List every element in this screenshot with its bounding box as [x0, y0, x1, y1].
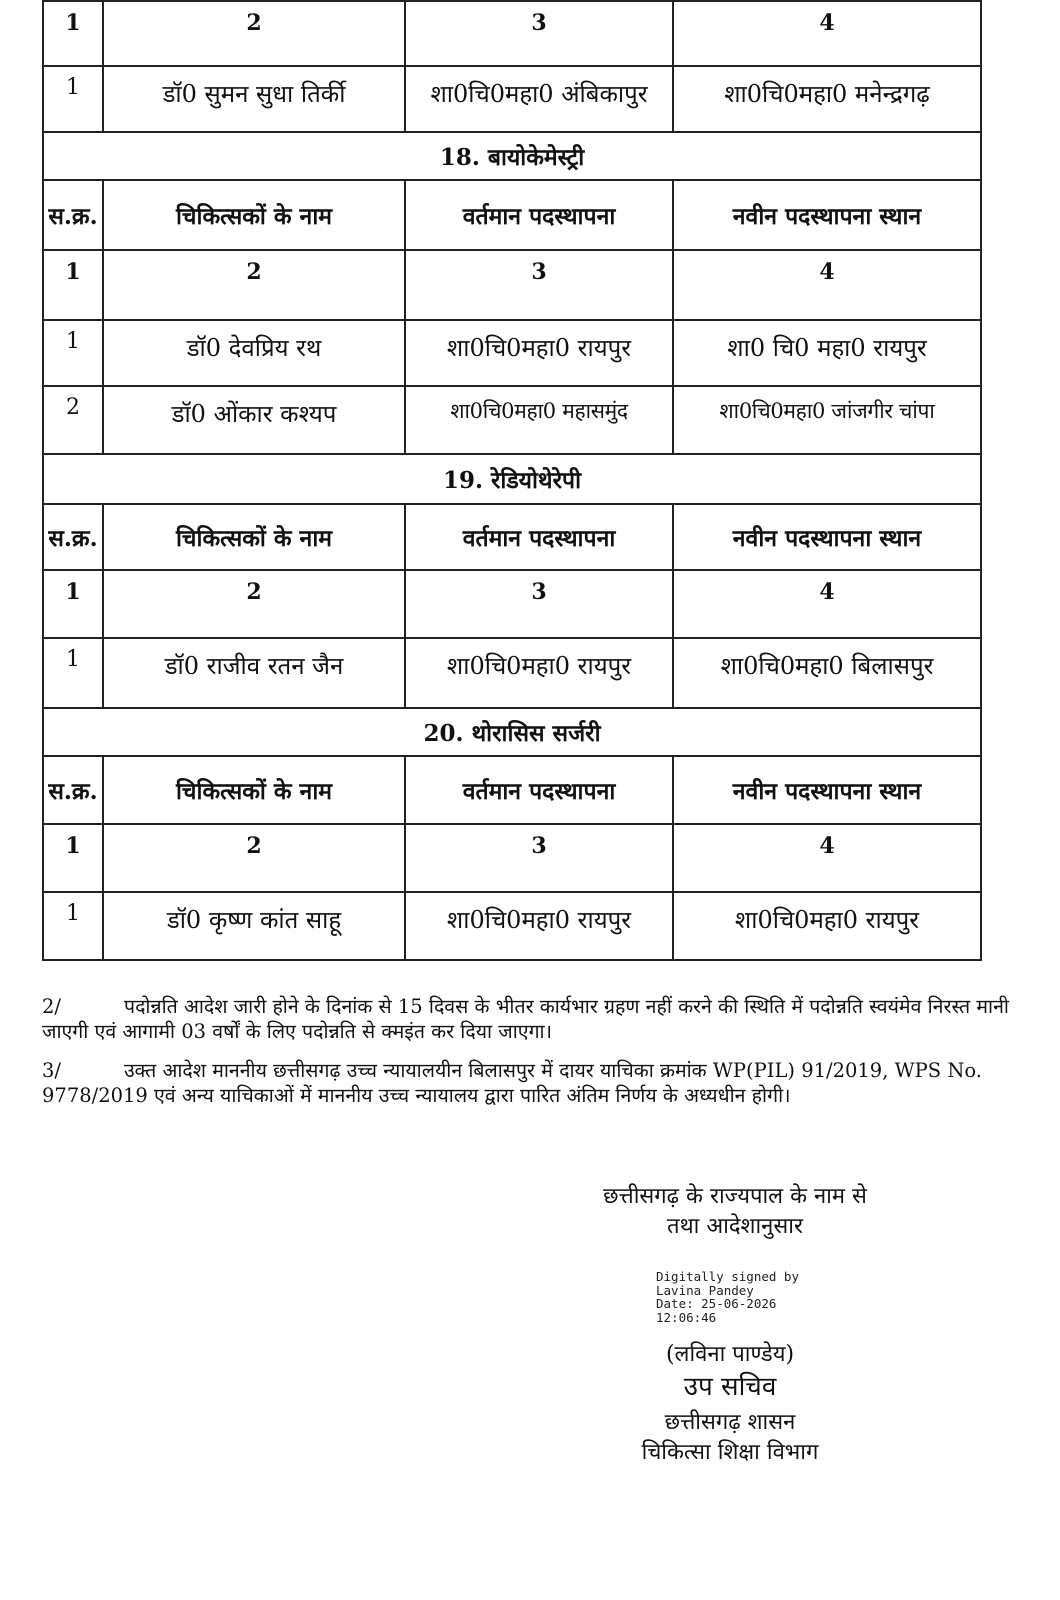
- transfer-table: [42, 0, 982, 961]
- current-posting-cell: शा0चि0महा0 रायपुर: [405, 638, 673, 708]
- paragraph-2: [42, 994, 1024, 1044]
- paragraph-text: उक्त आदेश माननीय छत्तीसगढ़ उच्च न्यायालयीन बिलासपुर में दायर याचिका क्रमांक WP(PIL) 91/2019, WPS No. 9778/2019 एवं अन्य याचिकाओं में माननीय उच्च न्यायालय द्वारा पारित अंतिम निर्णय के अध्यधीन होगी।: [42, 1059, 982, 1107]
- paragraph-text: पदोन्नति आदेश जारी होने के दिनांक से 15 दिवस के भीतर कार्यभार ग्रहण नहीं करने की स्थिति में पदोन्नति स्वयंमेव निरस्त मानी जाएगी एवं आगामी 03 वर्षों के लिए पदोन्नति से क्मइंत कर दिया जाएगा।: [42, 995, 1009, 1043]
- name-cell: डॉ0 देवप्रिय रथ: [103, 320, 405, 386]
- col-number-3: 3: [405, 250, 673, 320]
- col-number-1: 1: [43, 570, 103, 638]
- table-row: [43, 638, 981, 708]
- organization-line-2: चिकित्सा शिक्षा विभाग: [641, 1440, 819, 1465]
- col-number-1: 1: [43, 250, 103, 320]
- header-new: नवीन पदस्थापना स्थान: [673, 756, 981, 824]
- section-heading-row: [43, 708, 981, 756]
- current-posting-cell: शा0चि0महा0 रायपुर: [405, 892, 673, 960]
- header-row: [43, 756, 981, 824]
- column-number-row: [43, 1, 981, 66]
- organization-line-1: छत्तीसगढ़ शासन: [664, 1410, 796, 1435]
- col-number-1: 1: [43, 1, 103, 66]
- header-serial: स.क्र.: [43, 504, 103, 570]
- section-title: 20. थोरासिस सर्जरी: [43, 708, 981, 756]
- section-heading-row: [43, 132, 981, 180]
- col-number-3: 3: [405, 1, 673, 66]
- name-cell: डॉ0 कृष्ण कांत साहू: [103, 892, 405, 960]
- col-number-4: 4: [673, 570, 981, 638]
- current-posting-cell: शा0चि0महा0 अंबिकापुर: [405, 66, 673, 132]
- col-number-4: 4: [673, 250, 981, 320]
- current-posting-cell: शा0चि0महा0 महासमुंद: [405, 386, 673, 454]
- new-posting-cell: शा0 चि0 महा0 रायपुर: [673, 320, 981, 386]
- serial-cell: 1: [43, 320, 103, 386]
- digital-signature-line: 12:06:46: [656, 1309, 717, 1325]
- header-current: वर्तमान पदस्थापना: [405, 180, 673, 250]
- header-new: नवीन पदस्थापना स्थान: [673, 504, 981, 570]
- signatory-name: (लविना पाण्डेय): [665, 1342, 795, 1367]
- col-number-1: 1: [43, 824, 103, 892]
- section-title: 19. रेडियोथेरेपी: [43, 454, 981, 504]
- digital-signature-line: Digitally signed by: [656, 1269, 799, 1284]
- col-number-3: 3: [405, 824, 673, 892]
- digital-signature-line: Lavina Pandey: [656, 1282, 754, 1298]
- col-number-2: 2: [103, 1, 405, 66]
- header-name: चिकित्सकों के नाम: [103, 504, 405, 570]
- digital-signature-line: Date: 25-06-2026: [656, 1296, 777, 1311]
- serial-cell: 1: [43, 66, 103, 132]
- column-number-row: [43, 570, 981, 638]
- header-row: [43, 504, 981, 570]
- authority-line-1: छत्तीसगढ़ के राज्यपाल के नाम से: [603, 1184, 867, 1209]
- name-cell: डॉ0 राजीव रतन जैन: [103, 638, 405, 708]
- serial-cell: 2: [43, 386, 103, 454]
- col-number-2: 2: [103, 250, 405, 320]
- name-cell: डॉ0 ओंकार कश्यप: [103, 386, 405, 454]
- header-name: चिकित्सकों के नाम: [103, 180, 405, 250]
- col-number-3: 3: [405, 570, 673, 638]
- table-row: [43, 320, 981, 386]
- authority-line-2: तथा आदेशानुसार: [667, 1214, 803, 1239]
- paragraph-number: 3/: [42, 1059, 61, 1082]
- column-number-row: [43, 250, 981, 320]
- table-row: [43, 386, 981, 454]
- col-number-4: 4: [673, 1, 981, 66]
- header-serial: स.क्र.: [43, 756, 103, 824]
- header-serial: स.क्र.: [43, 180, 103, 250]
- header-current: वर्तमान पदस्थापना: [405, 756, 673, 824]
- paragraph-number: 2/: [42, 995, 61, 1018]
- header-new: नवीन पदस्थापना स्थान: [673, 180, 981, 250]
- current-posting-cell: शा0चि0महा0 रायपुर: [405, 320, 673, 386]
- table-row: [43, 892, 981, 960]
- section-heading-row: [43, 454, 981, 504]
- header-current: वर्तमान पदस्थापना: [405, 504, 673, 570]
- new-posting-cell: शा0चि0महा0 जांजगीर चांपा: [673, 386, 981, 454]
- col-number-4: 4: [673, 824, 981, 892]
- table-row: [43, 66, 981, 132]
- col-number-2: 2: [103, 570, 405, 638]
- digital-signature: [656, 1270, 799, 1324]
- serial-cell: 1: [43, 638, 103, 708]
- new-posting-cell: शा0चि0महा0 बिलासपुर: [673, 638, 981, 708]
- col-number-2: 2: [103, 824, 405, 892]
- header-row: [43, 180, 981, 250]
- paragraph-3: [42, 1058, 1024, 1108]
- signatory-designation: उप सचिव: [683, 1372, 777, 1402]
- new-posting-cell: शा0चि0महा0 मनेन्द्रगढ़: [673, 66, 981, 132]
- name-cell: डॉ0 सुमन सुधा तिर्की: [103, 66, 405, 132]
- serial-cell: 1: [43, 892, 103, 960]
- column-number-row: [43, 824, 981, 892]
- new-posting-cell: शा0चि0महा0 रायपुर: [673, 892, 981, 960]
- header-name: चिकित्सकों के नाम: [103, 756, 405, 824]
- section-title: 18. बायोकेमेस्ट्री: [43, 132, 981, 180]
